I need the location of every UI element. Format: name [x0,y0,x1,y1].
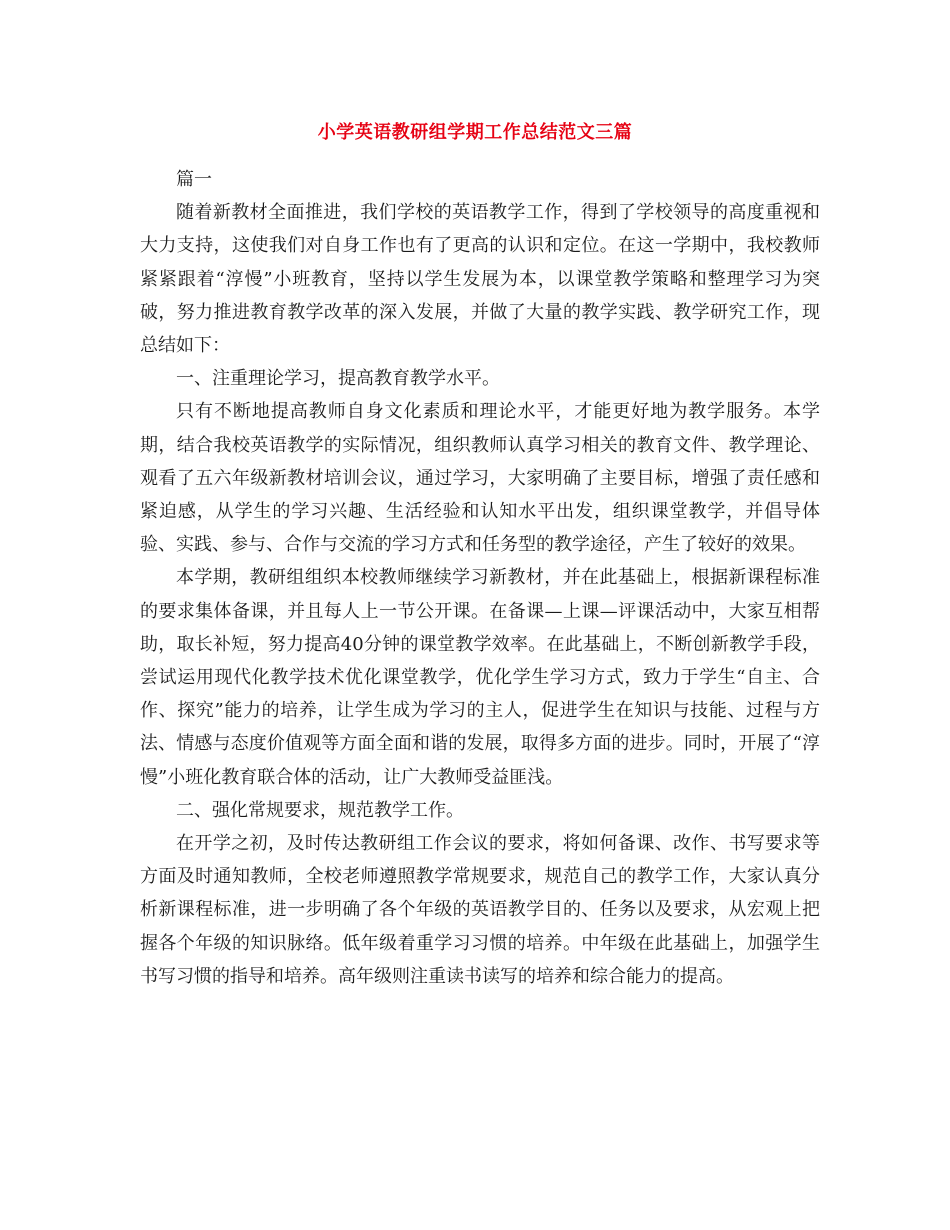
document-body [140,163,820,993]
section-heading-1: 一、注重理论学习，提高教育教学水平。 [176,368,500,390]
body-paragraph: 在开学之初，及时传达教研组工作会议的要求，将如何备课、改作、书写要求等方面及时通知教师，全校老师遵照教学常规要求，规范自己的教学工作，大家认真分析新课程标准，进一步明确了各个年级的英语教学目的、任务以及要求，从宏观上把握各个年级的知识脉络。低年级着重学习习惯的培养。中年级在此基础上，加强学生书写习惯的指导和培养。高年级则注重读书读写的培养和综合能力的提高。 [140,833,820,987]
document-title: 小学英语教研组学期工作总结范文三篇 [317,122,633,143]
section-label: 篇一 [176,169,212,190]
body-paragraph: 本学期，教研组组织本校教师继续学习新教材，并在此基础上，根据新课程标准的要求集体备课，并且每人上一节公开课。在备课—上课—评课活动中，大家互相帮助，取长补短，努力提高40分钟的课堂教学效率。在此基础上，不断创新教学手段，尝试运用现代化教学技术优化课堂教学，优化学生学习方式，致力于学生“自主、合作、探究”能力的培养，让学生成为学习的主人，促进学生在知识与技能、过程与方法、情感与态度价值观等方面全面和谐的发展，取得多方面的进步。同时，开展了“淳慢”小班化教育联合体的活动，让广大教师受益匪浅。 [140,567,820,788]
body-paragraph: 只有不断地提高教师自身文化素质和理论水平，才能更好地为教学服务。本学期，结合我校英语教学的实际情况，组织教师认真学习相关的教育文件、教学理论、观看了五六年级新教材培训会议，通过学习，大家明确了主要目标，增强了责任感和紧迫感，从学生的学习兴趣、生活经验和认知水平出发，组织课堂教学，并倡导体验、实践、参与、合作与交流的学习方式和任务型的教学途径，产生了较好的效果。 [140,401,820,556]
section-heading-2: 二、强化常规要求，规范教学工作。 [176,799,464,821]
intro-paragraph: 随着新教材全面推进，我们学校的英语教学工作，得到了学校领导的高度重视和大力支持，这使我们对自身工作也有了更高的认识和定位。在这一学期中，我校教师紧紧跟着“淳慢”小班教育，坚持以学生发展为本，以课堂教学策略和整理学习为突破，努力推进教育教学改革的深入发展，并做了大量的教学实践、教学研究工作，现总结如下： [140,202,820,357]
